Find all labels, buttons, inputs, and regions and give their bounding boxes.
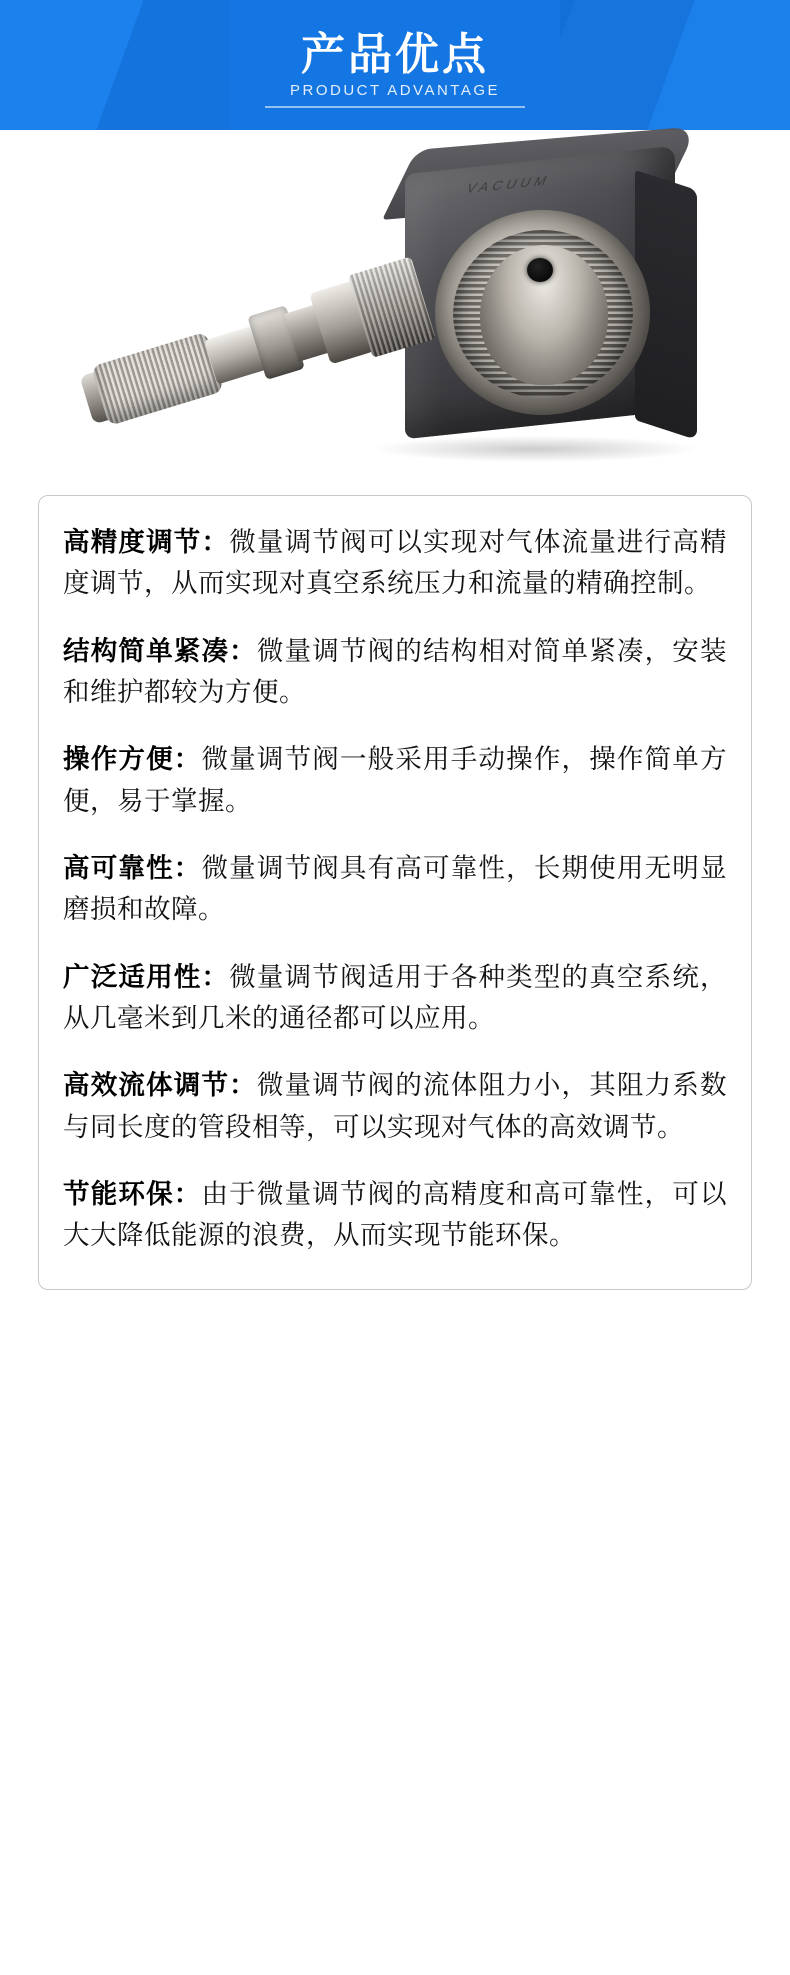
- advantage-description: 微量调节阀的流体阻力小，其阻力系数与同长度的管段相等，可以实现对气体的高效调节。: [63, 1070, 728, 1142]
- list-item: [63, 631, 727, 714]
- list-item: [63, 1174, 727, 1257]
- advantage-description: 微量调节阀适用于各种类型的真空系统，从几毫米到几米的通径都可以应用。: [63, 961, 728, 1033]
- advantage-label: 操作方便：: [63, 744, 202, 775]
- advantage-description: 微量调节阀可以实现对气体流量进行高精度调节，从而实现对真空系统压力和流量的精确控制。: [63, 527, 728, 599]
- valve-engraving: VACUUM: [463, 172, 554, 196]
- list-item: [63, 848, 727, 931]
- list-item: [63, 522, 727, 605]
- banner-underline: [265, 106, 525, 108]
- advantage-label: 广泛适用性：: [63, 961, 230, 992]
- valve-illustration: [75, 150, 715, 470]
- list-item: [63, 739, 727, 822]
- page-banner: [0, 0, 790, 130]
- list-item: [63, 1065, 727, 1148]
- valve-port-orifice: [527, 258, 553, 282]
- page-subtitle: PRODUCT ADVANTAGE: [289, 81, 501, 99]
- page-title: 产品优点: [301, 29, 489, 79]
- advantage-label: 节能环保：: [63, 1178, 202, 1209]
- advantage-description: 由于微量调节阀的高精度和高可靠性，可以大大降低能源的浪费，从而实现节能环保。: [63, 1178, 728, 1251]
- advantage-description: 微量调节阀的结构相对简单紧凑，安装和维护都较为方便。: [63, 635, 728, 707]
- advantage-description: 微量调节阀一般采用手动操作，操作简单方便，易于掌握。: [63, 744, 728, 816]
- valve-knurled-knob: [91, 332, 224, 426]
- advantage-label: 结构简单紧凑：: [63, 635, 257, 666]
- list-item: [63, 957, 727, 1040]
- banner-text-group: [0, 0, 790, 130]
- valve-shadow: [375, 436, 695, 462]
- advantage-label: 高精度调节：: [63, 527, 230, 557]
- advantage-label: 高效流体调节：: [63, 1070, 257, 1101]
- advantage-list: [38, 495, 752, 1290]
- advantage-label: 高可靠性：: [63, 852, 202, 883]
- product-image-area: [0, 130, 790, 495]
- advantage-description: 微量调节阀具有高可靠性，长期使用无明显磨损和故障。: [63, 852, 728, 925]
